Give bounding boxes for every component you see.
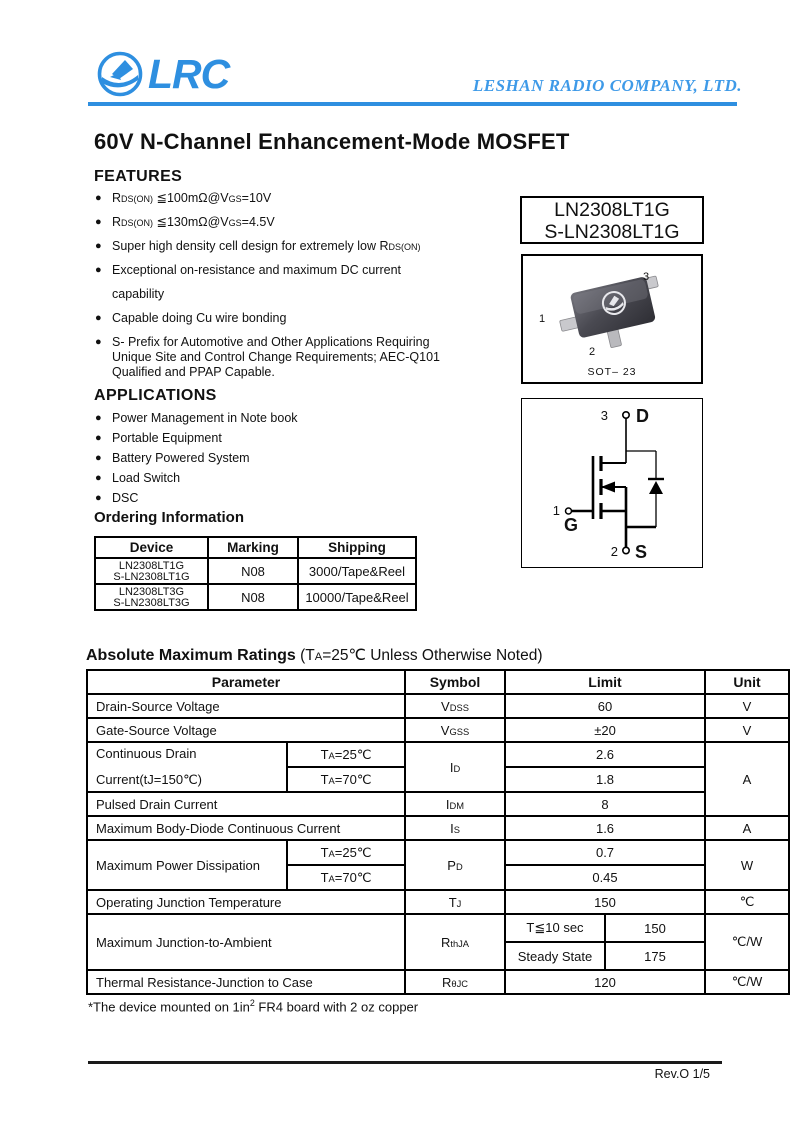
application-text: Load Switch: [112, 471, 181, 485]
condition-cell: TA=25℃: [287, 742, 405, 767]
table-footnote: *The device mounted on $1in^2$ FR4 board with 2 oz copper: [88, 998, 419, 1015]
table-row: [87, 890, 789, 914]
bullet-icon: ●: [95, 412, 102, 424]
parameter-cell: Pulsed Drain Current: [87, 792, 405, 816]
unit-cell: W: [705, 840, 789, 890]
ratings-heading-bold: Absolute Maximum Ratings: [86, 647, 296, 664]
ratings-heading: [86, 646, 543, 665]
symbol-cell: TJ: [405, 890, 505, 914]
table-header-row: [95, 537, 416, 558]
unit-cell: V: [705, 718, 789, 742]
feature-text: Exceptional on-resistance and maximum DC current: [112, 263, 402, 277]
ratings-table: [86, 669, 790, 995]
limit-cell: 1.6: [505, 816, 705, 840]
limit-cell: 8: [505, 792, 705, 816]
bullet-icon: ●: [95, 432, 102, 444]
condition-cell: Steady State: [505, 942, 605, 970]
col-parameter: Parameter: [87, 670, 405, 694]
condition-cell: TA=25℃: [287, 840, 405, 865]
application-text: Battery Powered System: [112, 451, 250, 465]
header-rule: [88, 102, 737, 106]
col-device: Device: [95, 537, 208, 558]
symbol-cell: PD: [405, 840, 505, 890]
unit-cell: ℃/W: [705, 970, 789, 994]
limit-cell: 120: [505, 970, 705, 994]
sot23-package-image: [523, 256, 701, 382]
table-row: [87, 914, 789, 942]
col-unit: Unit: [705, 670, 789, 694]
ordering-table: [94, 536, 417, 611]
mosfet-symbol-diagram: [522, 399, 701, 566]
features-list: [95, 191, 515, 389]
list-item: [95, 411, 515, 426]
application-text: Portable Equipment: [112, 431, 222, 445]
part-number: S-LN2308LT1G: [544, 221, 680, 243]
condition-cell: TA=70℃: [287, 767, 405, 792]
footer-rule: [88, 1061, 722, 1064]
table-row: [87, 718, 789, 742]
limit-cell: ±20: [505, 718, 705, 742]
applications-heading: APPLICATIONS: [94, 387, 217, 404]
device-name: LN2308LT1G: [118, 560, 185, 572]
unit-cell: A: [705, 742, 789, 816]
source-label: S: [635, 542, 648, 562]
limit-cell: 150: [605, 914, 705, 942]
package-caption: SOT– 23: [587, 366, 637, 378]
mosfet-symbol-box: [521, 398, 703, 568]
ordering-heading: Ordering Information: [94, 509, 244, 526]
bullet-icon: ●: [95, 452, 102, 464]
gate-label: G: [564, 515, 579, 535]
limit-cell: 1.8: [505, 767, 705, 792]
parameter-cell: Gate-Source Voltage: [87, 718, 405, 742]
parameter-text: Continuous Drain: [96, 746, 197, 761]
feature-text: Qualified and PPAP Capable.: [112, 365, 275, 379]
bullet-icon: ●: [95, 492, 102, 504]
parameter-cell: Drain-Source Voltage: [87, 694, 405, 718]
list-item: [95, 471, 515, 486]
lrc-emblem-icon: [96, 50, 144, 98]
lrc-logo: [96, 50, 229, 98]
device-name: LN2308LT3G: [118, 586, 185, 598]
table-row: [87, 694, 789, 718]
pin-g-number: 1: [552, 503, 560, 518]
list-item: [95, 191, 515, 206]
limit-cell: 175: [605, 942, 705, 970]
col-symbol: Symbol: [405, 670, 505, 694]
bullet-icon: ●: [95, 216, 102, 228]
list-item: [95, 311, 515, 326]
limit-cell: 60: [505, 694, 705, 718]
revision-label: Rev.O 1/5: [654, 1067, 710, 1081]
list-item: [95, 239, 515, 254]
bullet-icon: ●: [95, 336, 102, 348]
feature-text: S- Prefix for Automotive and Other Applications Requiring: [112, 335, 430, 349]
page-title: 60V N-Channel Enhancement-Mode MOSFET: [94, 129, 570, 154]
device-cell: [95, 558, 208, 584]
pin-d-number: 3: [600, 408, 608, 423]
part-number-box: [520, 196, 704, 244]
unit-cell: V: [705, 694, 789, 718]
symbol-cell: RthJA: [405, 914, 505, 970]
symbol-cell: VDSS: [405, 694, 505, 718]
list-item: [95, 491, 515, 506]
table-row: [95, 584, 416, 610]
feature-text: RDS(ON) ≦100mΩ@VGS=10V: [112, 191, 272, 205]
bullet-icon: ●: [95, 472, 102, 484]
marking-cell: N08: [208, 558, 298, 584]
col-marking: Marking: [208, 537, 298, 558]
symbol-cell: IS: [405, 816, 505, 840]
features-heading: FEATURES: [94, 168, 183, 185]
condition-cell: TA=70℃: [287, 865, 405, 890]
bullet-icon: ●: [95, 264, 102, 276]
unit-cell: ℃/W: [705, 914, 789, 970]
parameter-cell: Maximum Body-Diode Continuous Current: [87, 816, 405, 840]
bullet-icon: ●: [95, 192, 102, 204]
list-item: [95, 215, 515, 230]
unit-cell: ℃: [705, 890, 789, 914]
list-item: [95, 451, 515, 466]
shipping-cell: 3000/Tape&Reel: [298, 558, 416, 584]
table-row: [87, 792, 789, 816]
limit-cell: 2.6: [505, 742, 705, 767]
parameter-cell: Maximum Power Dissipation: [87, 840, 287, 890]
device-name: S-LN2308LT3G: [113, 596, 190, 609]
pin1-label: 1: [539, 313, 546, 325]
symbol-cell: ID: [405, 742, 505, 792]
symbol-cell: IDM: [405, 792, 505, 816]
list-item: [95, 431, 515, 446]
pin3-label: 3: [643, 271, 650, 283]
unit-cell: A: [705, 816, 789, 840]
parameter-cell: Maximum Junction-to-Ambient: [87, 914, 405, 970]
parameter-cell: Operating Junction Temperature: [87, 890, 405, 914]
table-row: [87, 840, 789, 865]
company-name: LESHAN RADIO COMPANY, LTD.: [472, 76, 742, 95]
device-cell: [95, 584, 208, 610]
table-row: [87, 970, 789, 994]
applications-list: [95, 411, 515, 511]
table-row: [87, 816, 789, 840]
application-text: Power Management in Note book: [112, 411, 298, 425]
limit-cell: 0.7: [505, 840, 705, 865]
parameter-cell: Thermal Resistance-Junction to Case: [87, 970, 405, 994]
condition-cell: T≦10 sec: [505, 914, 605, 942]
device-name: S-LN2308LT1G: [113, 570, 190, 583]
application-text: DSC: [112, 491, 139, 505]
feature-text: Super high density cell design for extremely low RDS(ON): [112, 239, 421, 253]
table-header-row: [87, 670, 789, 694]
table-row: [87, 742, 789, 767]
shipping-cell: 10000/Tape&Reel: [298, 584, 416, 610]
feature-text: capability: [112, 287, 165, 301]
limit-cell: 150: [505, 890, 705, 914]
feature-text: Capable doing Cu wire bonding: [112, 311, 287, 325]
pin2-label: 2: [589, 346, 596, 358]
part-number: LN2308LT1G: [554, 199, 670, 221]
drain-label: D: [636, 406, 649, 426]
feature-text: RDS(ON) ≦130mΩ@VGS=4.5V: [112, 215, 275, 229]
symbol-cell: VGSS: [405, 718, 505, 742]
logo-text: LRC: [148, 51, 230, 97]
bullet-icon: ●: [95, 312, 102, 324]
list-item: [95, 335, 515, 380]
table-row: [95, 558, 416, 584]
parameter-text: Current(tJ=150℃): [96, 772, 202, 787]
parameter-cell: [87, 742, 287, 792]
list-item: [95, 263, 515, 302]
feature-text: Unique Site and Control Change Requirements; AEC-Q101: [112, 350, 440, 364]
symbol-cell: RθJC: [405, 970, 505, 994]
bullet-icon: ●: [95, 240, 102, 252]
ratings-heading-note: (TA=25℃ Unless Otherwise Noted): [295, 647, 543, 664]
col-shipping: Shipping: [298, 537, 416, 558]
pin-s-number: 2: [610, 544, 618, 559]
package-box: [521, 254, 703, 384]
limit-cell: 0.45: [505, 865, 705, 890]
marking-cell: N08: [208, 584, 298, 610]
col-limit: Limit: [505, 670, 705, 694]
